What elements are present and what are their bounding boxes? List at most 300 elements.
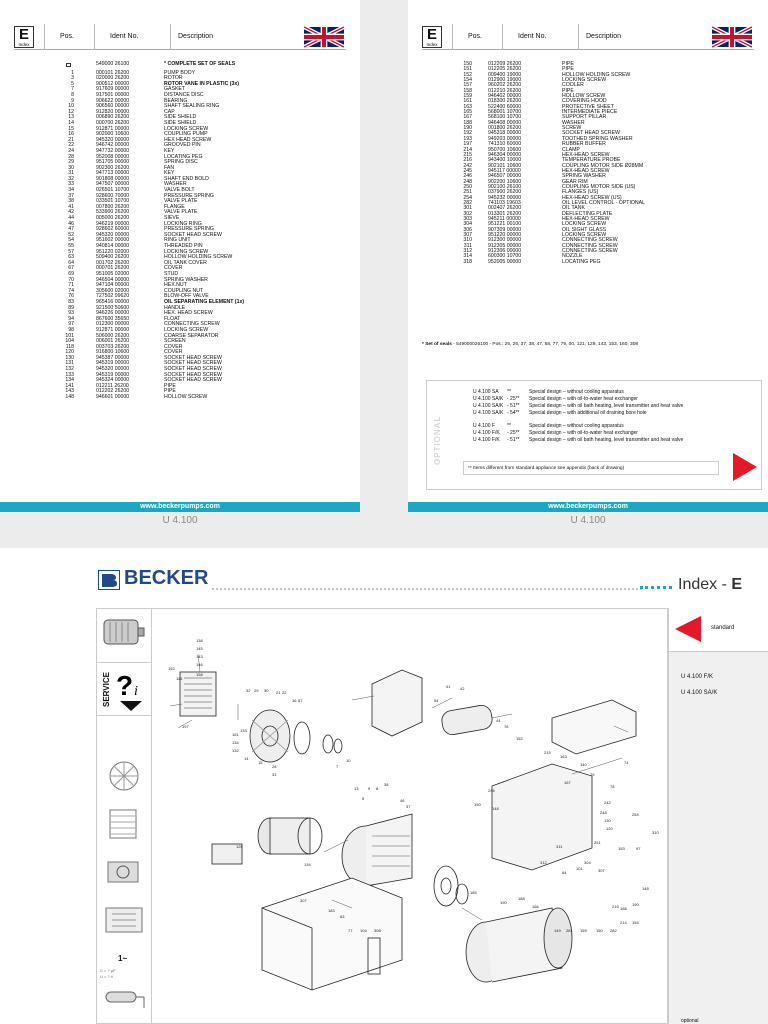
variant-suffix: - 54** bbox=[507, 410, 520, 416]
part-desc: SPRING WASHER bbox=[562, 173, 606, 180]
callout-number: 304 bbox=[584, 860, 591, 865]
svg-text:?: ? bbox=[116, 670, 134, 701]
footer-url[interactable]: www.beckerpumps.com bbox=[408, 502, 768, 512]
motor-icon bbox=[100, 612, 148, 652]
part-pos: 41 bbox=[68, 203, 74, 210]
part-desc: HANDLE bbox=[164, 304, 186, 311]
callout-number: 134 bbox=[232, 740, 239, 745]
index-letter: E bbox=[18, 26, 29, 43]
part-ident: 533900 26200 bbox=[96, 209, 130, 216]
svg-text:i: i bbox=[134, 684, 138, 699]
part-desc: OIL LEVEL CONTROL - OPTIONAL bbox=[562, 199, 646, 206]
part-pos: 131 bbox=[65, 360, 74, 367]
part-desc: COUPLING PUMP bbox=[164, 131, 208, 138]
part-ident: 012210 26200 bbox=[488, 87, 522, 94]
part-desc: VALVE BOLT bbox=[164, 187, 195, 194]
callout-number: 78 bbox=[610, 784, 615, 789]
part-desc: TEMPERATURE PROBE bbox=[562, 157, 621, 164]
part-ident: 000700 26200 bbox=[96, 119, 130, 126]
part-pos: 282 bbox=[463, 199, 472, 206]
part-ident: 952008 00000 bbox=[96, 153, 130, 160]
part-ident: 005000 26200 bbox=[96, 215, 130, 222]
part-pos: 94 bbox=[68, 315, 74, 322]
part-desc: CLAMP bbox=[562, 146, 580, 153]
part-ident: 952005 00000 bbox=[488, 258, 522, 265]
footer-model: U 4.100 bbox=[162, 515, 198, 526]
callout-number: 101 bbox=[576, 866, 583, 871]
part-desc: CAP bbox=[164, 108, 175, 115]
part-desc: PUMP BODY bbox=[164, 69, 196, 76]
callout-number: 214 bbox=[620, 920, 627, 925]
variant-fk: U 4.100 F/K bbox=[681, 674, 714, 680]
variant-model: U 4.100 SA/K bbox=[473, 403, 504, 409]
callout-number: 133 bbox=[240, 728, 247, 733]
callout-number: 163 bbox=[560, 754, 567, 759]
part-pos: 311 bbox=[463, 242, 472, 249]
index-letter: E bbox=[426, 26, 437, 43]
part-ident: 902200 10600 bbox=[488, 178, 522, 185]
col-desc-header: Description bbox=[586, 33, 622, 40]
divider bbox=[170, 24, 171, 50]
part-pos: 5 bbox=[71, 80, 74, 87]
fan-icon bbox=[100, 756, 148, 796]
part-ident: 906560 00000 bbox=[96, 103, 130, 110]
part-ident: 945232 00000 bbox=[488, 194, 522, 201]
part-desc: SPRING DISC bbox=[164, 159, 198, 166]
part-desc: WASHER bbox=[164, 181, 187, 188]
variant-desc: Special design – with oil bath heating, level transmitter and heat valve bbox=[529, 403, 684, 409]
footer-model: U 4.100 bbox=[570, 515, 606, 526]
table-row bbox=[14, 395, 344, 401]
service-label: SERVICE bbox=[102, 672, 111, 707]
callout-number: 150 bbox=[596, 928, 603, 933]
callout-number: 113 bbox=[176, 676, 183, 681]
part-desc: KEY bbox=[164, 147, 175, 154]
callout-number: 97 bbox=[636, 846, 641, 851]
part-pos: 63 bbox=[68, 254, 74, 261]
part-pos: 157 bbox=[463, 82, 472, 89]
callout-number: 132 bbox=[232, 748, 239, 753]
callout-number: 166 bbox=[532, 904, 539, 909]
callout-number: 10 bbox=[346, 758, 351, 763]
part-ident: 945117 00000 bbox=[488, 167, 521, 174]
callout-number: 308 bbox=[374, 928, 381, 933]
part-ident: 945387 00000 bbox=[96, 354, 130, 361]
callout-number: 130 bbox=[604, 818, 611, 823]
part-desc: GASKET bbox=[164, 86, 186, 93]
part-pos: 150 bbox=[463, 61, 472, 67]
footer-url[interactable]: www.beckerpumps.com bbox=[0, 502, 360, 512]
optional-note: ** Items different from standard appliance see appendix (back of drawing) bbox=[463, 461, 719, 475]
part-pos: 192 bbox=[463, 130, 472, 137]
uk-flag-icon bbox=[304, 26, 344, 48]
col-desc-header: Description bbox=[178, 33, 214, 40]
part-desc: LOCATING PEG bbox=[164, 153, 203, 160]
callout-number: 153 bbox=[618, 846, 625, 851]
col-pos-header: Pos. bbox=[60, 33, 75, 40]
part-desc: LOCKING RING bbox=[164, 220, 202, 227]
callout-number: 28 bbox=[272, 764, 277, 769]
part-pos: 132 bbox=[65, 366, 74, 373]
part-ident: 946219 00000 bbox=[96, 220, 130, 227]
callout-number: 125 bbox=[236, 844, 243, 849]
part-ident: 917501 00000 bbox=[96, 91, 130, 98]
variant-suffix: - 25** bbox=[507, 396, 520, 402]
part-pos: 67 bbox=[68, 265, 74, 272]
callout-number: 158 bbox=[196, 672, 203, 677]
part-ident: 949203 00000 bbox=[488, 135, 522, 142]
part-pos: 54 bbox=[68, 237, 74, 244]
part-desc: STUD bbox=[164, 270, 179, 277]
seals-note-label: * Set of seals bbox=[422, 342, 452, 347]
variant-model: U 4.100 SA/K bbox=[473, 410, 504, 416]
part-ident: 506000 26200 bbox=[96, 332, 130, 339]
part-pos: 31 bbox=[68, 170, 74, 177]
part-desc: SUPPORT PILLAR bbox=[562, 114, 607, 121]
table-row bbox=[422, 260, 752, 265]
divider bbox=[44, 24, 45, 50]
part-pos: 13 bbox=[68, 114, 74, 121]
part-pos: 163 bbox=[463, 103, 472, 110]
part-desc: CONNECTING SCREW bbox=[562, 248, 618, 255]
part-ident: 951221 00100 bbox=[488, 221, 522, 228]
part-pos: 37 bbox=[68, 192, 74, 199]
part-ident: 951602 00000 bbox=[96, 237, 130, 244]
part-pos: 165 bbox=[463, 109, 472, 116]
variant-suffix: - 25** bbox=[507, 430, 520, 436]
part-desc: INTERMEDIATE PIECE bbox=[562, 109, 618, 116]
part-ident: 867600 35650 bbox=[96, 315, 130, 322]
parts-table-left bbox=[14, 62, 344, 401]
part-ident: 946507 00000 bbox=[488, 173, 522, 180]
callout-number: 307 bbox=[598, 868, 605, 873]
part-ident: 727502 99620 bbox=[96, 293, 130, 300]
exploded-view-page bbox=[0, 548, 768, 1024]
parts-table-right bbox=[422, 62, 752, 265]
standard-cell[interactable] bbox=[669, 608, 768, 652]
part-pos: 44 bbox=[68, 215, 74, 222]
variant-sak: U 4.100 SA/K bbox=[681, 690, 718, 696]
part-pos: 188 bbox=[463, 119, 472, 126]
part-pos: 38 bbox=[68, 198, 74, 205]
callout-number: 138 bbox=[196, 638, 203, 643]
part-desc: PIPE bbox=[164, 382, 176, 389]
part-ident: 946504 00000 bbox=[96, 276, 130, 283]
callout-number: 15 bbox=[258, 760, 263, 765]
part-desc: CONNECTING SCREW bbox=[562, 237, 618, 244]
part-ident: 945211 00000 bbox=[488, 215, 521, 222]
part-desc: BLOW-OFF VALVE bbox=[164, 293, 209, 300]
part-pos: 120 bbox=[65, 349, 74, 356]
part-ident: 006890 26200 bbox=[96, 114, 130, 121]
callout-number: 154 bbox=[632, 920, 639, 925]
part-desc: HOLLOW HOLDING SCREW bbox=[164, 254, 233, 261]
part-ident: 945320 00000 bbox=[96, 366, 130, 373]
part-ident: 945320 00000 bbox=[96, 231, 130, 238]
part-ident: 037900 26200 bbox=[488, 189, 522, 196]
part-pos: 71 bbox=[68, 282, 74, 289]
part-ident: 951220 00000 bbox=[488, 232, 522, 238]
callout-number: 159 bbox=[580, 928, 587, 933]
part-pos: 214 bbox=[463, 146, 472, 153]
callout-number: 77 bbox=[348, 928, 353, 933]
callout-number: 7 bbox=[336, 764, 339, 769]
variant-model: U 4.100 SA/K bbox=[473, 396, 504, 402]
part-pos: 242 bbox=[463, 162, 472, 169]
col-pos-header: Pos. bbox=[468, 33, 483, 40]
becker-logo-icon bbox=[98, 570, 120, 590]
part-desc: HEX-HEAD SCREW bbox=[562, 167, 610, 174]
callout-number: 152 bbox=[516, 736, 523, 741]
seals-note-text: - 549000026100 - Pos.: 25, 26, 37, 38, 47, 58, 77, 79, 00, 121, 129, 143, 153, 160, 308 bbox=[451, 342, 639, 347]
part-desc: OIL TANK COVER bbox=[164, 259, 207, 266]
callout-number: 13 bbox=[354, 786, 359, 791]
callout-number: 148 bbox=[492, 806, 499, 811]
part-ident: 600300 10700 bbox=[488, 253, 522, 260]
part-ident: 012209 26200 bbox=[488, 61, 522, 67]
divider bbox=[452, 24, 453, 50]
callout-number: 5 bbox=[362, 796, 365, 801]
part-pos: 30 bbox=[68, 164, 74, 171]
callout-number: 167 bbox=[564, 780, 571, 785]
callout-number: 248 bbox=[600, 810, 607, 815]
part-desc: PIPE bbox=[164, 388, 176, 395]
callout-number: 104 bbox=[360, 928, 367, 933]
callout-number: 22 bbox=[282, 690, 287, 695]
callout-number: 79 bbox=[590, 772, 595, 777]
part-ident: 912306 00000 bbox=[488, 248, 522, 255]
part-pos: 193 bbox=[463, 135, 472, 142]
part-pos: 148 bbox=[65, 394, 74, 401]
part-desc: WASHER bbox=[562, 119, 585, 126]
parts-list-page-right bbox=[408, 0, 768, 526]
callout-number: 215 bbox=[544, 750, 551, 755]
part-desc: NOZZLE bbox=[562, 253, 583, 260]
part-ident: 928600 70000 bbox=[96, 192, 130, 199]
part-ident: 943400 10000 bbox=[488, 157, 522, 164]
index-logo bbox=[14, 26, 34, 48]
part-ident: 947507 00000 bbox=[96, 181, 130, 188]
part-desc: HEX HEAD SCREW bbox=[164, 136, 212, 143]
part-pos: 28 bbox=[68, 153, 74, 160]
callout-number: 183 bbox=[328, 908, 335, 913]
cap-line-1: C = ? μF bbox=[100, 968, 116, 973]
part-desc: SIDE SHIELD bbox=[164, 114, 197, 121]
part-pos: 16 bbox=[68, 131, 74, 138]
part-desc: HOLLOW SCREW bbox=[164, 394, 208, 401]
part-ident: 902100 26100 bbox=[488, 183, 522, 190]
part-ident: 007800 26200 bbox=[96, 203, 130, 210]
part-ident: 002407 26200 bbox=[488, 205, 522, 212]
part-pos: 22 bbox=[68, 142, 74, 149]
callout-number: 282 bbox=[610, 928, 617, 933]
part-ident: 940814 00000 bbox=[96, 243, 130, 249]
part-ident: 001800 26200 bbox=[488, 125, 522, 132]
part-ident: 946742 00000 bbox=[96, 142, 130, 149]
part-pos: 248 bbox=[463, 178, 472, 185]
part-desc: * COMPLETE SET OF SEALS bbox=[164, 61, 236, 67]
part-pos: 55 bbox=[68, 243, 74, 249]
part-pos: 10 bbox=[68, 103, 74, 110]
part-pos: 141 bbox=[65, 382, 74, 389]
part-pos: 34 bbox=[68, 187, 74, 194]
variant-desc: Special design – with additional oil draining bore hole bbox=[529, 410, 647, 416]
part-ident: 000701 26200 bbox=[96, 265, 130, 272]
part-ident: 003703 26200 bbox=[96, 343, 130, 350]
part-desc: SHAFT END BOLD bbox=[164, 175, 209, 182]
part-pos: 83 bbox=[68, 298, 74, 305]
callout-number: 310 bbox=[652, 830, 659, 835]
part-ident: 965416 00000 bbox=[96, 298, 130, 305]
index-logo bbox=[422, 26, 442, 48]
part-ident: 947713 00000 bbox=[96, 170, 130, 177]
part-pos: 250 bbox=[463, 183, 472, 190]
part-ident: 912305 00000 bbox=[488, 242, 522, 249]
part-pos: 97 bbox=[68, 321, 74, 328]
service-box[interactable] bbox=[96, 662, 152, 716]
part-pos: 158 bbox=[463, 87, 472, 94]
part-ident: 012202 26200 bbox=[96, 388, 130, 395]
part-desc: ROTOR VANE IN PLASTIC (3x) bbox=[164, 80, 240, 87]
part-ident: 912871 00000 bbox=[96, 326, 130, 333]
part-ident: 946402 00000 bbox=[488, 93, 522, 100]
part-ident: 009400 19000 bbox=[488, 71, 522, 78]
part-ident: 741310 60000 bbox=[488, 141, 522, 148]
callout-number: 9 bbox=[368, 786, 371, 791]
part-pos: 216 bbox=[463, 157, 472, 164]
motor-phase-label: 1~ bbox=[118, 954, 128, 963]
part-pos: 151 bbox=[463, 66, 472, 73]
part-pos: 246 bbox=[463, 173, 472, 180]
part-desc: SIEVE bbox=[164, 215, 180, 222]
part-pos: 104 bbox=[65, 338, 74, 345]
part-ident: 945319 00000 bbox=[96, 371, 130, 378]
part-ident: 013301 26200 bbox=[488, 210, 522, 217]
part-ident: 000101 26200 bbox=[96, 69, 130, 76]
part-desc: SPRING WASHER bbox=[164, 276, 208, 283]
variant-model: U 4.100 SA bbox=[473, 389, 499, 395]
part-desc: OIL SEPARATING ELEMENT (1x) bbox=[164, 298, 245, 305]
part-ident: 020000 26200 bbox=[96, 75, 130, 82]
checkbox-icon bbox=[66, 63, 71, 67]
callout-number: 41 bbox=[446, 684, 451, 689]
part-pos: 7 bbox=[71, 86, 74, 93]
part-pos: 306 bbox=[463, 226, 472, 233]
variant-suffix: ** bbox=[507, 389, 511, 395]
part-desc: SCREW bbox=[562, 125, 582, 132]
part-ident: 945319 00000 bbox=[96, 360, 130, 367]
part-pos: 154 bbox=[463, 77, 472, 84]
sensor-icon bbox=[100, 900, 148, 940]
part-desc: HEX. HEAD SCREW bbox=[164, 310, 213, 317]
part-pos: 159 bbox=[463, 93, 472, 100]
index-title: Index - E bbox=[678, 576, 743, 593]
part-desc: OIL SIGHT GLASS bbox=[562, 226, 607, 233]
part-desc: SIDE SHIELD bbox=[164, 119, 197, 126]
part-desc: THREADED PIN bbox=[164, 243, 203, 249]
part-pos: 302 bbox=[463, 210, 472, 217]
part-desc: SOCKET HEAD SCREW bbox=[164, 377, 222, 384]
callout-number: 57 bbox=[298, 698, 303, 703]
part-ident: 549000 26100 bbox=[96, 61, 130, 67]
cap-line-2: U = ? V bbox=[100, 974, 114, 979]
part-desc: HEX-HEAD SCREW (US) bbox=[562, 194, 622, 201]
callout-number: 146 bbox=[196, 662, 203, 667]
part-pos: 190 bbox=[463, 125, 472, 132]
red-arrow-right-icon[interactable] bbox=[733, 453, 757, 481]
callout-number: 76 bbox=[504, 724, 509, 729]
callout-number: 44 bbox=[496, 718, 501, 723]
part-pos: 310 bbox=[463, 237, 472, 244]
callout-number: 32 bbox=[246, 688, 251, 693]
uk-flag-icon bbox=[712, 26, 752, 48]
divider bbox=[578, 24, 579, 50]
part-desc: GROOVED PIN bbox=[164, 142, 201, 149]
table-header bbox=[422, 24, 754, 50]
part-desc: TOOTHED SPRING WASHER bbox=[562, 135, 633, 142]
part-desc: VALVE PLATE bbox=[164, 198, 198, 205]
callout-number: 143 bbox=[196, 654, 203, 659]
optional-variants-box bbox=[426, 380, 762, 490]
optional-tag: optional bbox=[681, 1018, 699, 1024]
callout-number: 190 bbox=[632, 902, 639, 907]
part-pos: 24 bbox=[68, 147, 74, 154]
part-desc: DISTANCE DISC bbox=[164, 91, 204, 98]
part-pos: 29 bbox=[68, 159, 74, 166]
part-desc: HOLLOW SCREW bbox=[562, 93, 606, 100]
part-pos: 15 bbox=[68, 125, 74, 132]
table-row bbox=[14, 62, 344, 68]
part-ident: 568100 10700 bbox=[488, 114, 522, 121]
callout-number: 242 bbox=[604, 800, 611, 805]
left-icon-column bbox=[96, 608, 152, 1024]
dotted-rule bbox=[212, 588, 642, 590]
index-sub: Index bbox=[426, 42, 438, 47]
part-ident: 950700 10600 bbox=[488, 146, 522, 153]
callout-number: 38 bbox=[384, 782, 389, 787]
part-desc: COARSE SEPARATOR bbox=[164, 332, 219, 339]
part-desc: COVER bbox=[164, 349, 183, 356]
variant-desc: Special design – without cooling apparatus bbox=[529, 389, 624, 395]
dotted-accent bbox=[640, 586, 672, 589]
callout-number: 188 bbox=[518, 896, 525, 901]
part-desc: FLOAT bbox=[164, 315, 181, 322]
valve-icon bbox=[100, 852, 148, 892]
part-ident: 945324 00000 bbox=[96, 377, 130, 384]
part-desc: CONNECTING SCREW bbox=[562, 242, 618, 249]
part-desc: HEX-HEAD SCREW bbox=[562, 215, 610, 222]
callout-number: 152 bbox=[168, 666, 175, 671]
callout-number: 161 bbox=[232, 732, 239, 737]
part-pos: 118 bbox=[65, 343, 74, 350]
part-desc: PRESSURE SPRING bbox=[164, 226, 214, 233]
part-desc: FLANGE bbox=[164, 203, 185, 210]
callout-number: 307 bbox=[300, 898, 307, 903]
part-pos: 101 bbox=[65, 332, 74, 339]
part-ident: 946601 00000 bbox=[96, 394, 130, 401]
part-pos: 133 bbox=[65, 371, 74, 378]
right-variant-column bbox=[668, 608, 768, 1024]
part-desc: OIL TANK bbox=[562, 205, 585, 212]
variant-suffix: - 51** bbox=[507, 403, 520, 409]
part-desc: PROTECTIVE SHEET bbox=[562, 103, 614, 110]
part-pos: 304 bbox=[463, 221, 472, 228]
part-desc: COUPLING MOTOR SIDE (US) bbox=[562, 183, 636, 190]
callout-number: 16 bbox=[292, 698, 297, 703]
variant-suffix: - 51** bbox=[507, 437, 520, 443]
part-ident: 946226 00000 bbox=[96, 310, 130, 317]
variant-model: U 4.100 F/K bbox=[473, 430, 500, 436]
